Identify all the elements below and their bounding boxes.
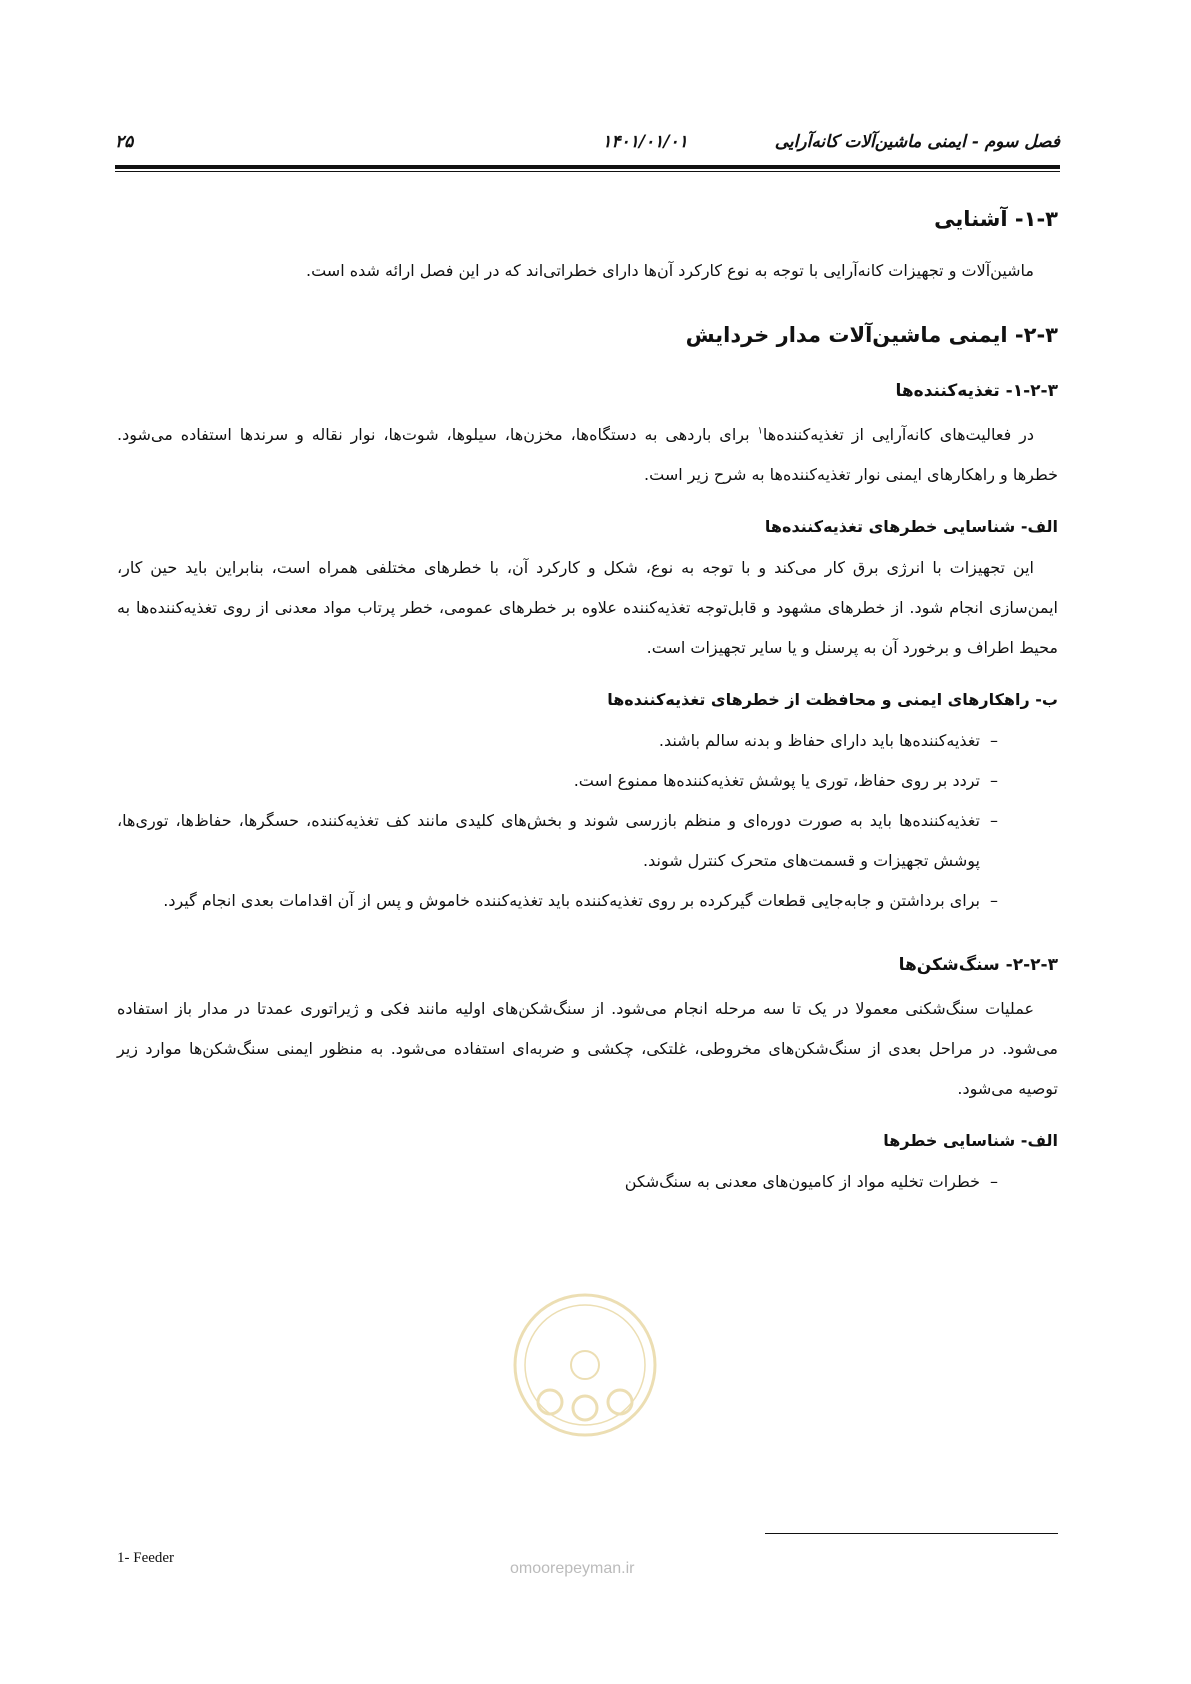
footnote-mark: ۱ [757, 425, 763, 437]
feeders-text-start: در فعالیت‌های کانه‌آرایی از تغذیه‌کننده‌ها [762, 425, 1034, 444]
list-item-text: خطرات تخلیه مواد از کامیون‌های معدنی به سنگ‌شکن [624, 1172, 980, 1191]
header-rule-thin [115, 171, 1060, 172]
feeders-text-end: برای باردهی به دستگاه‌ها، مخزن‌ها، سیلوها، شوت‌ها، نوار نقاله و سرندها استفاده می‌شود. خطرها و راهکارهای ایمنی نوار تغذیه‌کننده‌ها به شرح زیر است. [117, 425, 1058, 484]
feeders-hazards-paragraph: این تجهیزات با انرژی برق کار می‌کند و با توجه به نوع، شکل و کارکرد آن، با خطرهای مختلفی همراه است، بنابراین باید حین کار، ایمن‌سازی انجام شود. از خطرهای مشهود و قابل‌توجه تغذیه‌کننده علاوه بر خطرهای عمومی، خطر پرتاب مواد معدنی از روی تغذیه‌کننده‌ها به محیط اطراف و برخورد آن به پرسنل و یا سایر تجهیزات است. [117, 558, 1058, 657]
dash-bullet: – [990, 811, 998, 830]
footnote-rule [765, 1533, 1058, 1534]
dash-bullet: – [990, 771, 998, 790]
footnote: 1- Feeder [117, 1550, 175, 1566]
page-header [115, 128, 1060, 158]
crushers-hazards-heading: الف- شناسایی خطرها [883, 1131, 1058, 1150]
feeders-safety-heading: ب- راهکارهای ایمنی و محافظت از خطرهای تغذیه‌کننده‌ها [607, 690, 1058, 709]
list-item [117, 721, 1058, 761]
page-number: ۲۵ [115, 132, 134, 152]
feeders-paragraph [117, 415, 1058, 495]
list-item [117, 1162, 1058, 1202]
watermark-logo [490, 1290, 680, 1440]
chapter-title: فصل سوم - ایمنی ماشین‌آلات کانه‌آرایی [774, 132, 1060, 152]
subsection-heading-crushers: ۲-۲-۳- سنگ‌شکن‌ها [898, 955, 1058, 975]
subsection-heading-feeders: ۱-۲-۳- تغذیه‌کننده‌ها [895, 381, 1058, 401]
header-date: ۱۴۰۱/۰۱/۰۱ [602, 132, 688, 152]
dash-bullet: – [990, 891, 998, 910]
section-heading-1: ۱-۳- آشنایی [934, 207, 1058, 231]
list-item [117, 881, 1058, 921]
crushers-paragraph: عملیات سنگ‌شکنی معمولا در یک تا سه مرحله انجام می‌شود. از سنگ‌شکن‌های اولیه مانند فکی و ژیراتوری عمدتا در مدار باز استفاده می‌شود. در مراحل بعدی از سنگ‌شکن‌های مخروطی، غلتکی، چکشی و ضربه‌ای استفاده می‌شود. به منظور ایمنی سنگ‌شکن‌ها موارد زیر توصیه می‌شود. [117, 999, 1058, 1098]
list-item-text: تغذیه‌کننده‌ها باید به صورت دوره‌ای و منظم بازرسی شوند و بخش‌های کلیدی مانند کف تغذیه‌کننده، حسگرها، حفاظ‌ها، توری‌ها، پوشش تجهیزات و قسمت‌های متحرک کنترل شوند. [117, 811, 980, 870]
dash-bullet: – [990, 731, 998, 750]
list-item [117, 801, 1058, 881]
feeders-hazards-heading: الف- شناسایی خطرهای تغذیه‌کننده‌ها [764, 517, 1058, 536]
list-item [117, 761, 1058, 801]
section-1-paragraph: ماشین‌آلات و تجهیزات کانه‌آرایی با توجه به نوع کارکرد آن‌ها دارای خطراتی‌اند که در این فصل ارائه شده است. [305, 261, 1034, 280]
header-rule-thick [115, 165, 1060, 169]
list-item-text: تردد بر روی حفاظ، توری یا پوشش تغذیه‌کننده‌ها ممنوع است. [573, 771, 980, 790]
page-body [117, 195, 1058, 1202]
section-heading-2: ۲-۳- ایمنی ماشین‌آلات مدار خردایش [685, 323, 1058, 347]
watermark-url: omoorepeyman.ir [510, 1560, 635, 1577]
list-item-text: برای برداشتن و جابه‌جایی قطعات گیرکرده بر روی تغذیه‌کننده باید تغذیه‌کننده خاموش و پس از آن اقدامات بعدی انجام گیرد. [163, 891, 980, 910]
dash-bullet: – [990, 1172, 998, 1191]
crushers-hazards-list [117, 1162, 1058, 1202]
feeders-safety-list [117, 721, 1058, 921]
list-item-text: تغذیه‌کننده‌ها باید دارای حفاظ و بدنه سالم باشند. [658, 731, 980, 750]
